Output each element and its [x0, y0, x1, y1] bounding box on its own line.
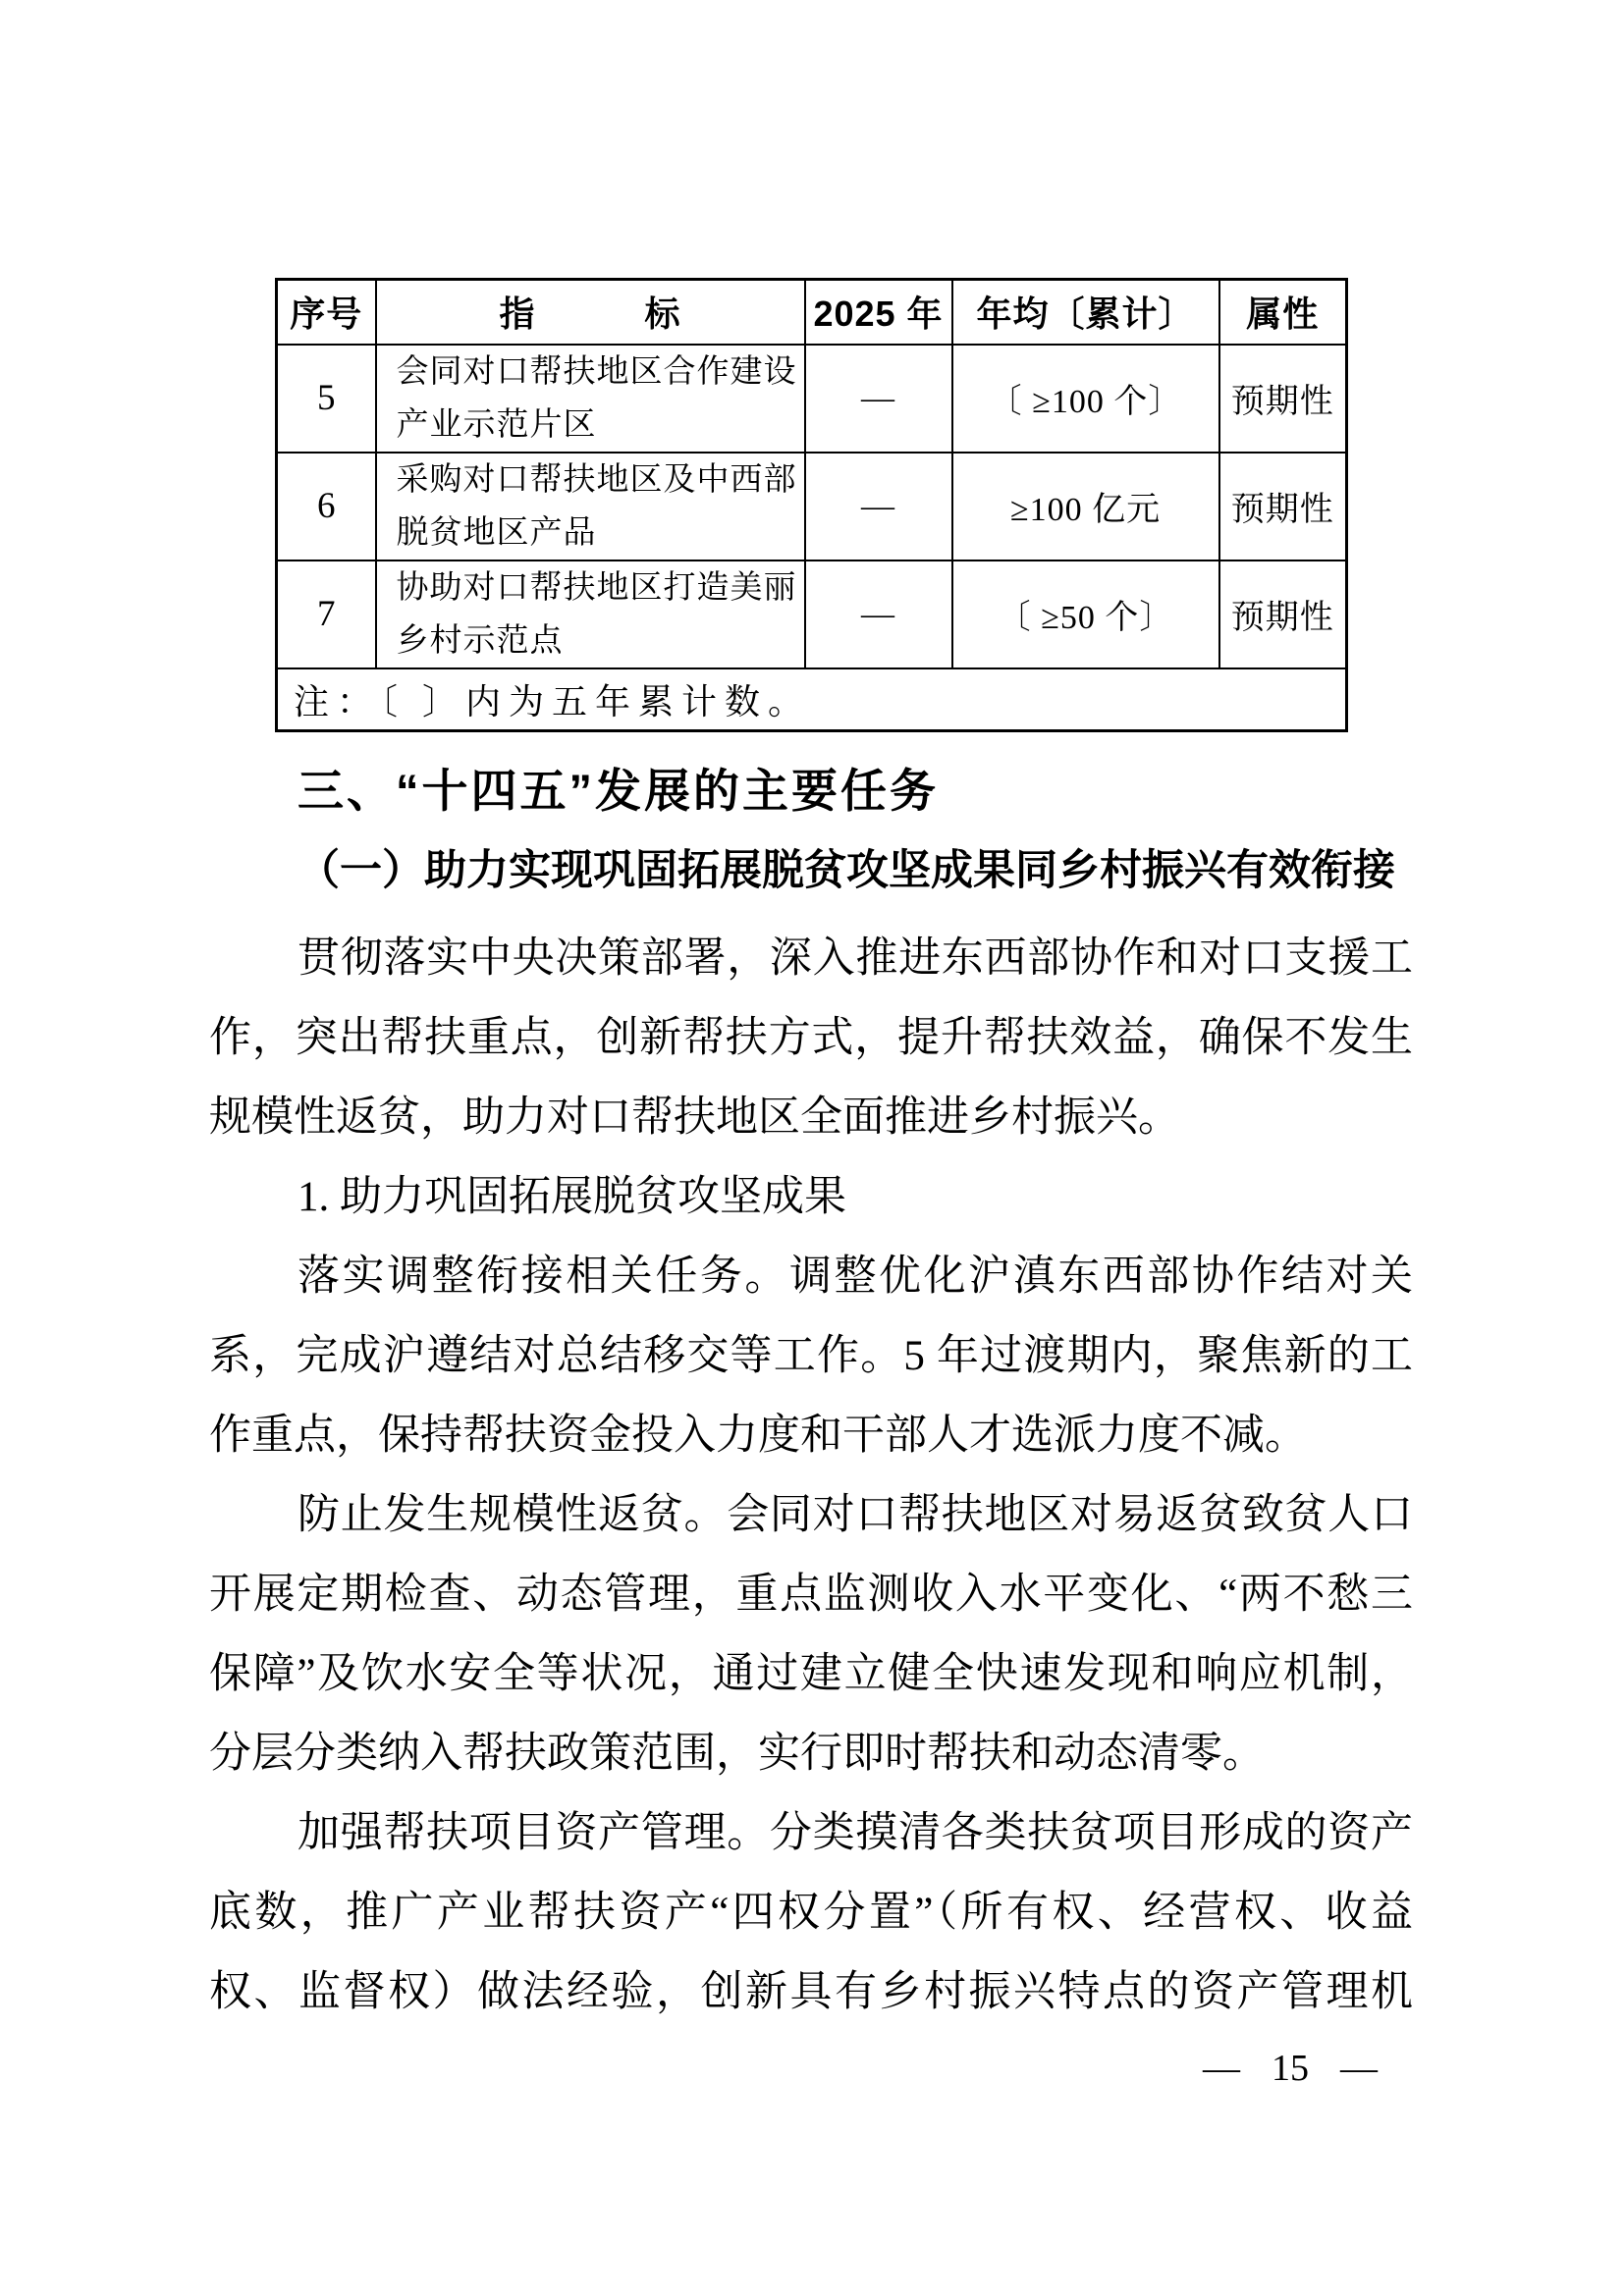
cell-2025: — [805, 345, 952, 453]
subsection-heading: （一）助力实现巩固拓展脱贫攻坚成果同乡村振兴有效衔接 [298, 848, 1395, 894]
text-line: 防止发生规模性返贫。会同对口帮扶地区对易返贫致贫人口 [298, 1492, 1413, 1538]
table-note-row [277, 668, 1347, 731]
table-note: 注：〔 〕内为五年累计数。 [277, 668, 1347, 731]
text-line: 作重点，保持帮扶资金投入力度和干部人才选派力度不减。 [209, 1413, 1307, 1459]
indicator-line: 产业示范片区 [396, 406, 597, 443]
table-row [277, 345, 1347, 453]
numbered-heading-line: 1. 助力巩固拓展脱贫攻坚成果 [298, 1174, 846, 1220]
cell-indicator [376, 453, 805, 561]
cell-indicator [376, 345, 805, 453]
section-heading: 三、“十四五”发展的主要任务 [298, 765, 939, 817]
text-line: 落实调整衔接相关任务。调整优化沪滇东西部协作结对关 [298, 1254, 1413, 1300]
cell-indicator [376, 561, 805, 668]
indicator-line: 会同对口帮扶地区合作建设 [396, 353, 797, 390]
cell-seq: 6 [277, 453, 376, 561]
page-footer [1203, 2048, 1378, 2089]
cell-annual: 〔 ≥50 个〕 [952, 561, 1219, 668]
cell-annual: 〔 ≥100 个〕 [952, 345, 1219, 453]
text-line: 底数，推广产业帮扶资产“四权分置”（所有权、经营权、收益 [209, 1890, 1413, 1936]
column-header: 2025 年 [805, 280, 952, 345]
indicator-table-body [277, 345, 1347, 668]
cell-seq: 7 [277, 561, 376, 668]
text-line: 系，完成沪遵结对总结移交等工作。5 年过渡期内，聚焦新的工 [209, 1333, 1413, 1379]
text-line: 分层分类纳入帮扶政策范围，实行即时帮扶和动态清零。 [209, 1731, 1265, 1777]
text-line: 保障”及饮水安全等状况，通过建立健全快速发现和响应机制， [209, 1651, 1413, 1697]
cell-2025: — [805, 453, 952, 561]
column-header: 序号 [277, 280, 376, 345]
column-header: 属性 [1219, 280, 1347, 345]
body-text [209, 919, 1413, 2032]
indicator-line: 乡村示范点 [396, 622, 564, 659]
footer-right-dash: — [1340, 2048, 1378, 2089]
indicator-line: 采购对口帮扶地区及中西部 [396, 461, 797, 498]
indicator-line: 协助对口帮扶地区打造美丽 [396, 569, 797, 606]
indicator-table [275, 278, 1348, 732]
text-line: 开展定期检查、动态管理，重点监测收入水平变化、“两不愁三 [209, 1572, 1413, 1618]
text-line: 加强帮扶项目资产管理。分类摸清各类扶贫项目形成的资产 [298, 1810, 1413, 1856]
indicator-line: 脱贫地区产品 [396, 514, 597, 551]
column-header: 指 标 [376, 280, 805, 345]
cell-attribute: 预期性 [1219, 453, 1347, 561]
page-number: 15 [1272, 2048, 1309, 2089]
table-row [277, 561, 1347, 668]
text-line: 规模性返贫，助力对口帮扶地区全面推进乡村振兴。 [209, 1095, 1180, 1141]
footer-left-dash: — [1203, 2048, 1240, 2089]
cell-attribute: 预期性 [1219, 561, 1347, 668]
text-line: 贯彻落实中央决策部署，深入推进东西部协作和对口支援工 [298, 935, 1413, 982]
cell-annual: ≥100 亿元 [952, 453, 1219, 561]
column-header: 年均〔累计〕 [952, 280, 1219, 345]
indicator-table-header-row [277, 280, 1347, 345]
text-line: 权、监督权）做法经验，创新具有乡村振兴特点的资产管理机 [209, 1969, 1413, 2015]
cell-attribute: 预期性 [1219, 345, 1347, 453]
cell-seq: 5 [277, 345, 376, 453]
table-row [277, 453, 1347, 561]
cell-2025: — [805, 561, 952, 668]
text-line: 作，突出帮扶重点，创新帮扶方式，提升帮扶效益，确保不发生 [209, 1015, 1413, 1061]
